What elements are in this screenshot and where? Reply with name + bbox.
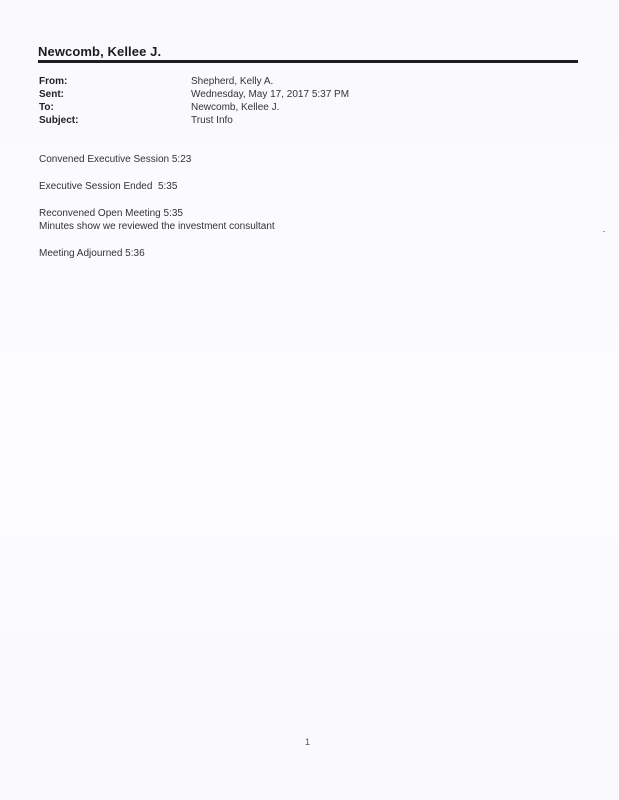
mailbox-owner-name: Newcomb, Kellee J. [38,44,162,59]
body-line: Executive Session Ended 5:35 [39,181,178,192]
sent-label: Sent: [39,89,64,100]
body-line: Meeting Adjourned 5:36 [39,248,145,259]
sent-value: Wednesday, May 17, 2017 5:37 PM [191,89,350,100]
from-label: From: [39,76,68,87]
scan-artifact [603,231,605,232]
from-value: Shepherd, Kelly A. [191,76,274,87]
to-value: Newcomb, Kellee J. [191,102,280,113]
body-line: Minutes show we reviewed the investment consultant [39,221,275,232]
subject-label: Subject: [39,115,79,126]
to-label: To: [39,102,54,113]
body-line: Convened Executive Session 5:23 [39,154,192,165]
header-divider [38,60,578,63]
page-number: 1 [305,737,311,747]
subject-value: Trust Info [191,115,233,126]
body-line: Reconvened Open Meeting 5:35 [39,208,183,219]
